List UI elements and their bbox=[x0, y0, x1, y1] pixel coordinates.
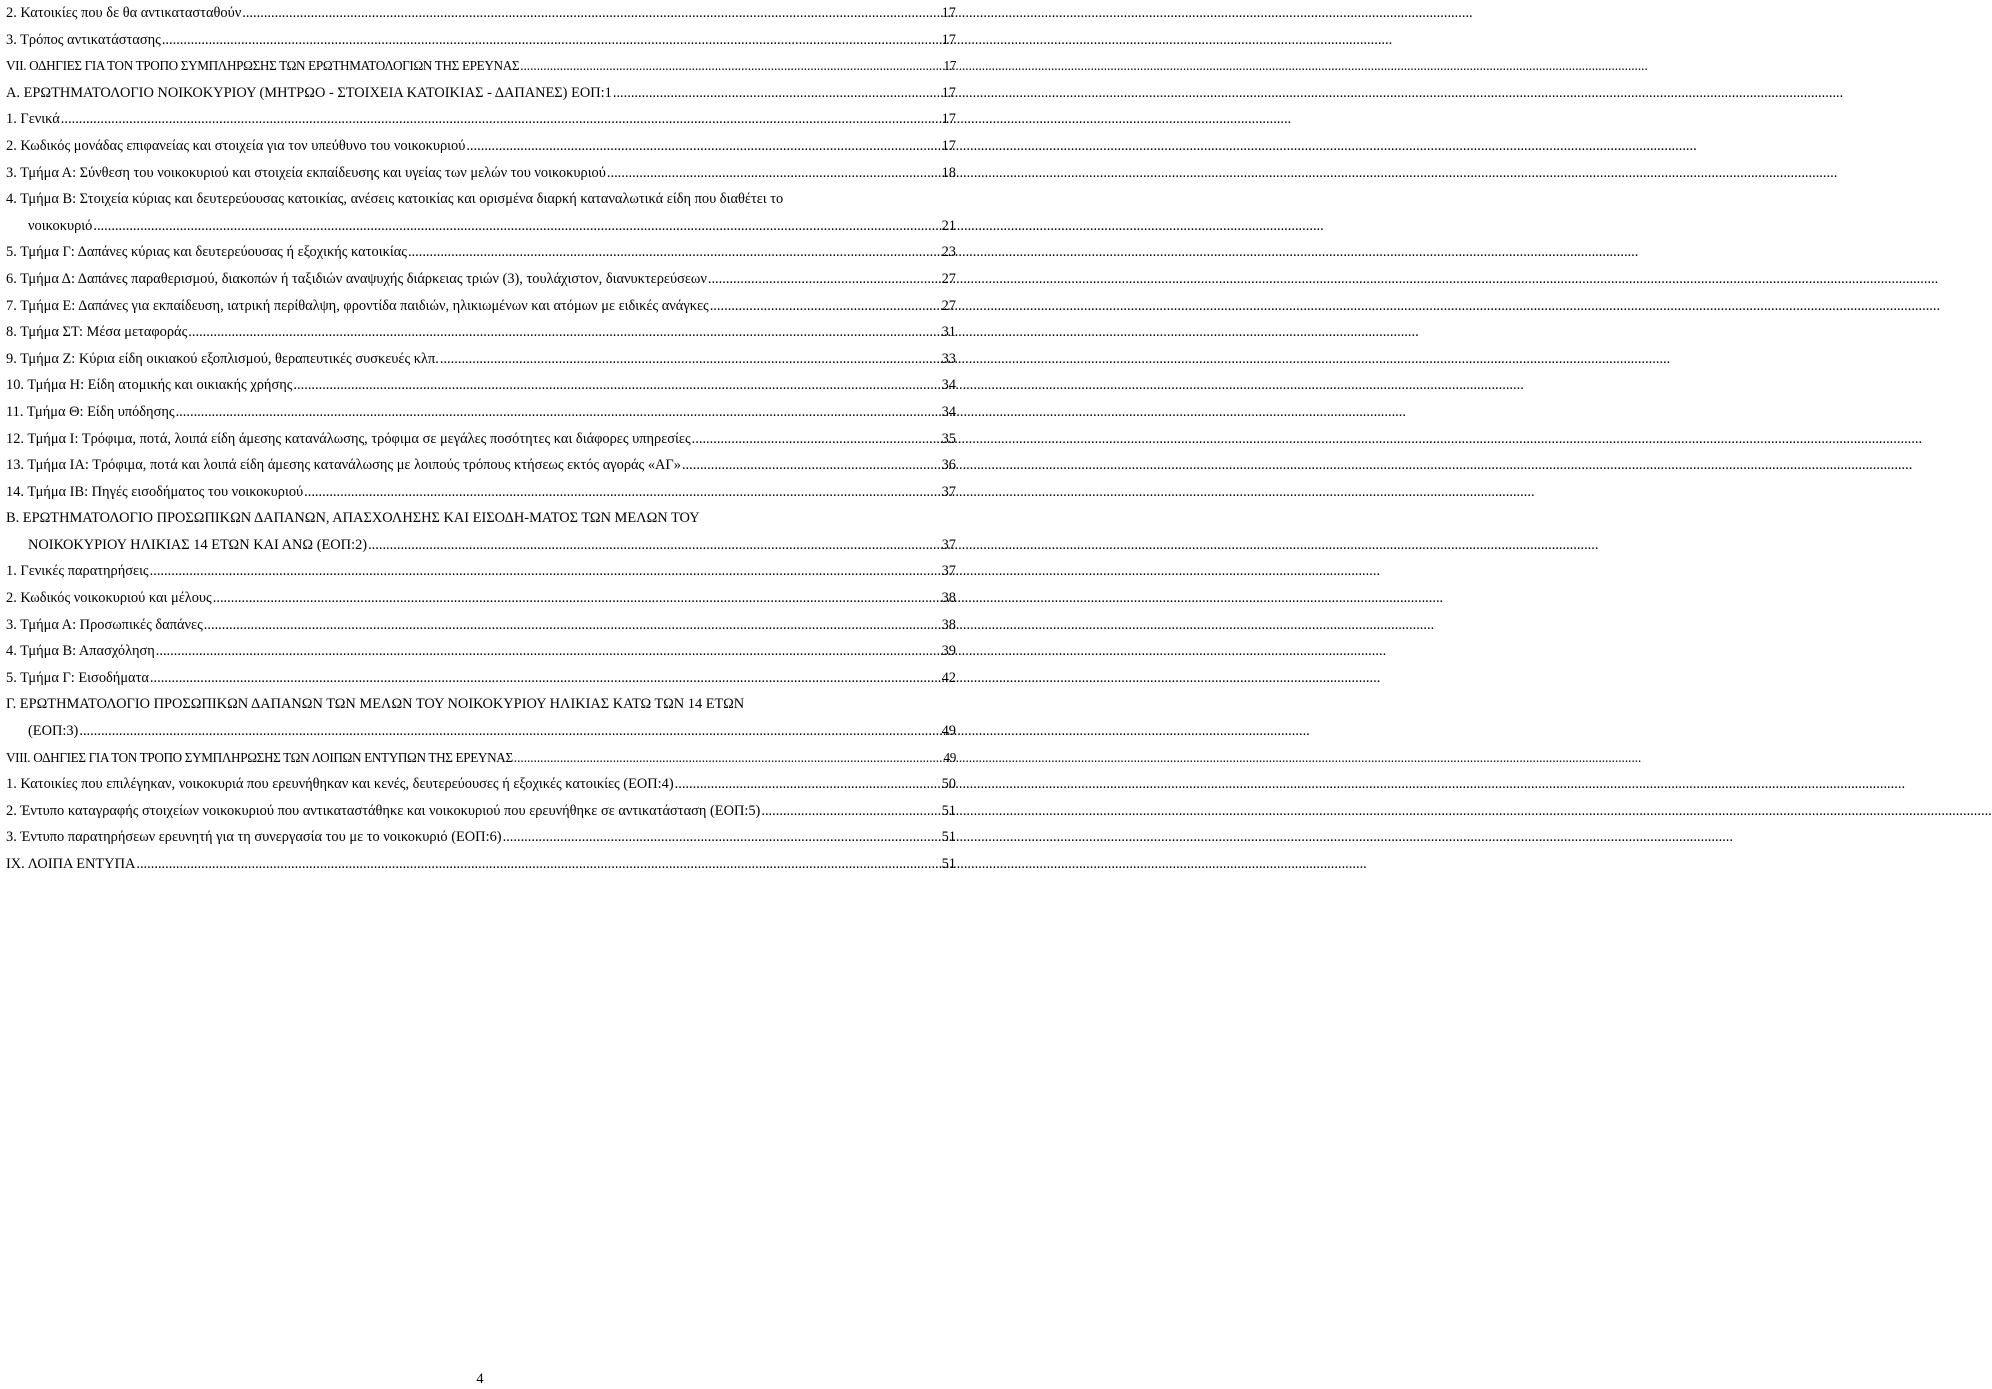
toc-entry-title: 2. Κωδικός νοικοκυριού και μέλους bbox=[6, 590, 212, 607]
dot-leader bbox=[503, 824, 941, 851]
toc-page-number: 17 bbox=[943, 58, 956, 74]
toc-entry-title: 2. Κατοικίες που δε θα αντικατασταθούν bbox=[6, 5, 242, 21]
toc-entry-line bbox=[6, 798, 956, 825]
toc-page-number: 27 bbox=[941, 297, 956, 314]
toc-entry-title: 1. Γενικά bbox=[6, 111, 60, 128]
toc-entry-line bbox=[6, 452, 956, 479]
toc-entry[interactable] bbox=[6, 319, 956, 346]
toc-entry-title: VII. ΟΔΗΓΙΕΣ ΓΙΑ ΤΟΝ ΤΡΟΠΟ ΣΥΜΠΛΗΡΩΣΗΣ ΤΩΝ ΕΡΩΤΗΜΑΤΟΛΟΓΙΩΝ ΤΗΣ ΕΡΕΥΝΑΣ bbox=[6, 58, 520, 74]
dot-leader bbox=[93, 213, 940, 240]
toc-page-number: 21 bbox=[941, 217, 956, 234]
table-of-contents bbox=[6, 0, 956, 878]
dot-leader bbox=[710, 293, 941, 320]
toc-page-number: 50 bbox=[941, 776, 956, 793]
toc-entry-line bbox=[6, 665, 956, 692]
toc-entry[interactable] bbox=[6, 612, 956, 639]
dot-leader bbox=[368, 532, 941, 559]
toc-entry-title: 4. Τμήμα Β: Απασχόληση bbox=[6, 643, 155, 660]
dot-leader bbox=[242, 0, 940, 27]
dot-leader bbox=[162, 27, 941, 54]
dot-leader bbox=[607, 160, 941, 187]
dot-leader bbox=[682, 452, 941, 479]
dot-leader bbox=[136, 851, 940, 878]
toc-entry-title: 7. Τμήμα Ε: Δαπάνες για εκπαίδευση, ιατρική περίθαλψη, φροντίδα παιδιών, ηλικιωμένων και ατόμων με ειδικές ανάγκες bbox=[6, 297, 709, 314]
toc-entry-line bbox=[6, 80, 956, 107]
toc-entry-line bbox=[6, 160, 956, 187]
toc-entry-title: 1. Κατοικίες που επιλέγηκαν, νοικοκυριά που ερευνήθηκαν και κενές, δευτερεύουσες ή εξοχικές κατοικίες (ΕΟΠ:4) bbox=[6, 776, 674, 793]
dot-leader bbox=[156, 638, 941, 665]
toc-entry-title: 2. Κωδικός μονάδας επιφανείας και στοιχεία για τον υπεύθυνο του νοικοκυριού bbox=[6, 137, 466, 154]
toc-entry-title: 5. Τμήμα Γ: Δαπάνες κύριας και δευτερεύουσας ή εξοχικής κατοικίας bbox=[6, 244, 407, 261]
toc-entry-title: Α. ΕΡΩΤΗΜΑΤΟΛΟΓΙΟ ΝΟΙΚΟΚΥΡΙΟΥ (ΜΗΤΡΩΟ - ΣΤΟΙΧΕΙΑ ΚΑΤΟΙΚΙΑΣ - ΔΑΠΑΝΕΣ) ΕΟΠ:1 bbox=[6, 84, 612, 101]
toc-entry[interactable] bbox=[6, 638, 956, 665]
toc-entry-line bbox=[6, 293, 956, 320]
toc-entry-title: νοικοκυριό bbox=[28, 217, 93, 234]
toc-page-number: 18 bbox=[941, 164, 956, 181]
toc-page-number: 51 bbox=[941, 802, 956, 819]
toc-entry[interactable] bbox=[6, 399, 956, 426]
toc-entry[interactable] bbox=[6, 479, 956, 506]
toc-entry[interactable] bbox=[6, 771, 956, 798]
dot-leader bbox=[692, 426, 941, 453]
toc-entry-title: 3. Τμήμα Α: Σύνθεση του νοικοκυριού και στοιχεία εκπαίδευσης και υγείας των μελών του νοικοκυριού bbox=[6, 164, 606, 181]
toc-entry-line bbox=[6, 0, 956, 27]
toc-page-number: 36 bbox=[941, 457, 956, 474]
dot-leader bbox=[613, 80, 941, 107]
toc-page-number: 51 bbox=[941, 856, 956, 872]
dot-leader bbox=[675, 771, 941, 798]
toc-entry[interactable] bbox=[6, 160, 956, 187]
toc-entry-line bbox=[6, 372, 956, 399]
toc-entry-line bbox=[6, 612, 956, 639]
toc-entry-line bbox=[6, 239, 956, 266]
dot-leader bbox=[61, 106, 941, 133]
toc-page-number: 38 bbox=[941, 616, 956, 633]
toc-page-number: 37 bbox=[941, 563, 956, 580]
toc-page-number: 34 bbox=[941, 377, 956, 394]
toc-entry-line bbox=[6, 346, 956, 373]
toc-entry[interactable] bbox=[6, 558, 956, 585]
toc-entry-title: Β. ΕΡΩΤΗΜΑΤΟΛΟΓΙΟ ΠΡΟΣΩΠΙΚΩΝ ΔΑΠΑΝΩΝ, ΑΠΑΣΧΟΛΗΣΗΣ ΚΑΙ ΕΙΣΟΔΗ-ΜΑΤΟΣ ΤΩΝ ΜΕΛΩΝ ΤΟΥ bbox=[6, 510, 700, 527]
dot-leader bbox=[150, 665, 941, 692]
toc-page-number: 34 bbox=[941, 403, 956, 420]
toc-entry[interactable] bbox=[6, 851, 956, 878]
toc-entry-line bbox=[6, 53, 956, 80]
toc-entry-line bbox=[6, 106, 956, 133]
toc-entry[interactable] bbox=[6, 426, 956, 453]
toc-entry[interactable] bbox=[6, 824, 956, 851]
toc-entry-line bbox=[6, 824, 956, 851]
toc-entry-line bbox=[6, 399, 956, 426]
toc-page-number: 42 bbox=[941, 669, 956, 686]
toc-entry-continuation bbox=[6, 532, 956, 559]
dot-leader bbox=[204, 612, 941, 639]
toc-entry-continuation bbox=[6, 718, 956, 745]
dot-leader bbox=[79, 718, 940, 745]
toc-entry-title: ΙΧ. ΛΟΙΠΑ ΕΝΤΥΠΑ bbox=[6, 856, 136, 872]
toc-page-number: 31 bbox=[941, 324, 956, 341]
toc-page-number: 17 bbox=[941, 31, 956, 48]
toc-page-number: 37 bbox=[941, 536, 956, 553]
toc-entry-title: 2. Έντυπο καταγραφής στοιχείων νοικοκυριού που αντικαταστάθηκε και νοικοκυριού που ερευνήθηκε σε αντικατάσταση (ΕΟΠ:5) bbox=[6, 802, 761, 819]
toc-entry[interactable] bbox=[6, 80, 956, 107]
toc-entry[interactable] bbox=[6, 239, 956, 266]
toc-entry-line bbox=[6, 745, 956, 772]
toc-entry[interactable] bbox=[6, 798, 956, 825]
toc-page-number: 37 bbox=[941, 483, 956, 500]
toc-entry[interactable] bbox=[6, 691, 956, 744]
toc-entry-line bbox=[6, 771, 956, 798]
toc-page-number: 17 bbox=[941, 137, 956, 154]
toc-entry-title: (ΕΟΠ:3) bbox=[28, 723, 79, 740]
toc-entry[interactable] bbox=[6, 372, 956, 399]
toc-page-number: 35 bbox=[941, 430, 956, 447]
toc-entry-line bbox=[6, 691, 956, 718]
toc-entry-title: 9. Τμήμα Ζ: Κύρια είδη οικιακού εξοπλισμού, θεραπευτικές συσκευές κλπ. bbox=[6, 350, 439, 367]
dot-leader bbox=[304, 479, 940, 506]
toc-page-number: 27 bbox=[941, 270, 956, 287]
toc-entry-line bbox=[6, 479, 956, 506]
toc-page-number: 51 bbox=[941, 829, 956, 846]
toc-entry[interactable] bbox=[6, 505, 956, 558]
toc-entry-title: 3. Τρόπος αντικατάστασης bbox=[6, 31, 161, 48]
toc-entry-line bbox=[6, 585, 956, 612]
toc-entry-line bbox=[6, 133, 956, 160]
dot-leader bbox=[440, 346, 941, 373]
dot-leader bbox=[213, 585, 941, 612]
toc-page-number: 17 bbox=[941, 84, 956, 101]
toc-entry-title: 3. Τμήμα Α: Προσωπικές δαπάνες bbox=[6, 616, 203, 633]
toc-entry[interactable] bbox=[6, 665, 956, 692]
toc-entry-title: 5. Τμήμα Γ: Εισοδήματα bbox=[6, 669, 149, 686]
page-number: 4 bbox=[476, 1371, 484, 1387]
toc-entry-line bbox=[6, 851, 956, 878]
toc-entry-line bbox=[6, 505, 956, 532]
toc-entry-title: 14. Τμήμα ΙΒ: Πηγές εισοδήματος του νοικοκυριού bbox=[6, 483, 304, 500]
toc-entry-title: ΝΟΙΚΟΚΥΡΙΟΥ ΗΛΙΚΙΑΣ 14 ΕΤΩΝ ΚΑΙ ΑΝΩ (ΕΟΠ:2) bbox=[28, 536, 368, 553]
dot-leader bbox=[408, 239, 941, 266]
dot-leader bbox=[188, 319, 940, 346]
toc-entry[interactable] bbox=[6, 293, 956, 320]
toc-entry-title: 8. Τμήμα ΣΤ: Μέσα μεταφοράς bbox=[6, 324, 188, 341]
toc-entry[interactable] bbox=[6, 452, 956, 479]
toc-page-number: 17 bbox=[941, 5, 956, 21]
toc-entry-continuation bbox=[6, 213, 956, 240]
toc-entry-title: 11. Τμήμα Θ: Είδη υπόδησης bbox=[6, 403, 175, 420]
toc-page-number: 49 bbox=[941, 723, 956, 740]
toc-entry-line bbox=[6, 319, 956, 346]
toc-entry[interactable] bbox=[6, 585, 956, 612]
toc-entry[interactable] bbox=[6, 266, 956, 293]
toc-entry-title: 13. Τμήμα ΙΑ: Τρόφιμα, ποτά και λοιπά είδη άμεσης κατανάλωσης με λοιπούς τρόπους κτήσεως εκτός αγοράς «ΑΓ» bbox=[6, 457, 681, 474]
toc-entry[interactable] bbox=[6, 346, 956, 373]
dot-leader bbox=[466, 133, 940, 160]
toc-page-number: 23 bbox=[941, 244, 956, 261]
toc-entry-line bbox=[6, 186, 956, 213]
toc-entry-title: 12. Τμήμα Ι: Τρόφιμα, ποτά, λοιπά είδη άμεσης κατανάλωσης, τρόφιμα σε μεγάλες ποσότητες και διάφορες υπηρεσίες bbox=[6, 430, 691, 447]
toc-entry-title: 4. Τμήμα Β: Στοιχεία κύριας και δευτερεύουσας κατοικίας, ανέσεις κατοικίας και ορισμένα διαρκή καταναλωτικά είδη που διαθέτει το bbox=[6, 191, 784, 208]
toc-page-number: 17 bbox=[941, 111, 956, 128]
toc-page-number: 38 bbox=[941, 590, 956, 607]
toc-entry[interactable] bbox=[6, 0, 956, 27]
toc-entry-title: 3. Έντυπο παρατηρήσεων ερευνητή για τη συνεργασία του με το νοικοκυριό (ΕΟΠ:6) bbox=[6, 829, 502, 846]
toc-entry-line bbox=[6, 558, 956, 585]
dot-leader bbox=[176, 399, 941, 426]
toc-entry-title: Γ. ΕΡΩΤΗΜΑΤΟΛΟΓΙΟ ΠΡΟΣΩΠΙΚΩΝ ΔΑΠΑΝΩΝ ΤΩΝ ΜΕΛΩΝ ΤΟΥ ΝΟΙΚΟΚΥΡΙΟΥ ΗΛΙΚΙΑΣ ΚΑΤΩ ΤΩΝ 14 ΕΤΩΝ bbox=[6, 696, 745, 713]
toc-entry-title: 6. Τμήμα Δ: Δαπάνες παραθερισμού, διακοπών ή ταξιδιών αναψυχής διάρκειας τριών (3), τουλάχιστον, διανυκτερεύσεων bbox=[6, 270, 707, 287]
toc-entry-line bbox=[6, 266, 956, 293]
toc-entry[interactable] bbox=[6, 133, 956, 160]
toc-entry-title: 10. Τμήμα Η: Είδη ατομικής και οικιακής χρήσης bbox=[6, 377, 293, 394]
dot-leader bbox=[761, 798, 940, 825]
toc-entry-line bbox=[6, 27, 956, 54]
toc-page-number: 39 bbox=[941, 643, 956, 660]
toc-entry-title: 1. Γενικές παρατηρήσεις bbox=[6, 563, 149, 580]
toc-page-number: 33 bbox=[941, 350, 956, 367]
toc-entry[interactable] bbox=[6, 745, 956, 772]
toc-entry[interactable] bbox=[6, 27, 956, 54]
toc-entry-line bbox=[6, 426, 956, 453]
toc-entry[interactable] bbox=[6, 106, 956, 133]
toc-entry-line bbox=[6, 638, 956, 665]
dot-leader bbox=[520, 53, 942, 80]
toc-entry[interactable] bbox=[6, 186, 956, 239]
toc-page-number: 49 bbox=[943, 749, 956, 765]
dot-leader bbox=[150, 558, 941, 585]
toc-entry-title: VIII. ΟΔΗΓΙΕΣ ΓΙΑ ΤΟΝ ΤΡΟΠΟ ΣΥΜΠΛΗΡΩΣΗΣ ΤΩΝ ΛΟΙΠΩΝ ΕΝΤΥΠΩΝ ΤΗΣ ΕΡΕΥΝΑΣ bbox=[6, 749, 513, 765]
toc-entry[interactable] bbox=[6, 53, 956, 80]
dot-leader bbox=[293, 372, 940, 399]
dot-leader bbox=[514, 745, 943, 772]
dot-leader bbox=[708, 266, 941, 293]
